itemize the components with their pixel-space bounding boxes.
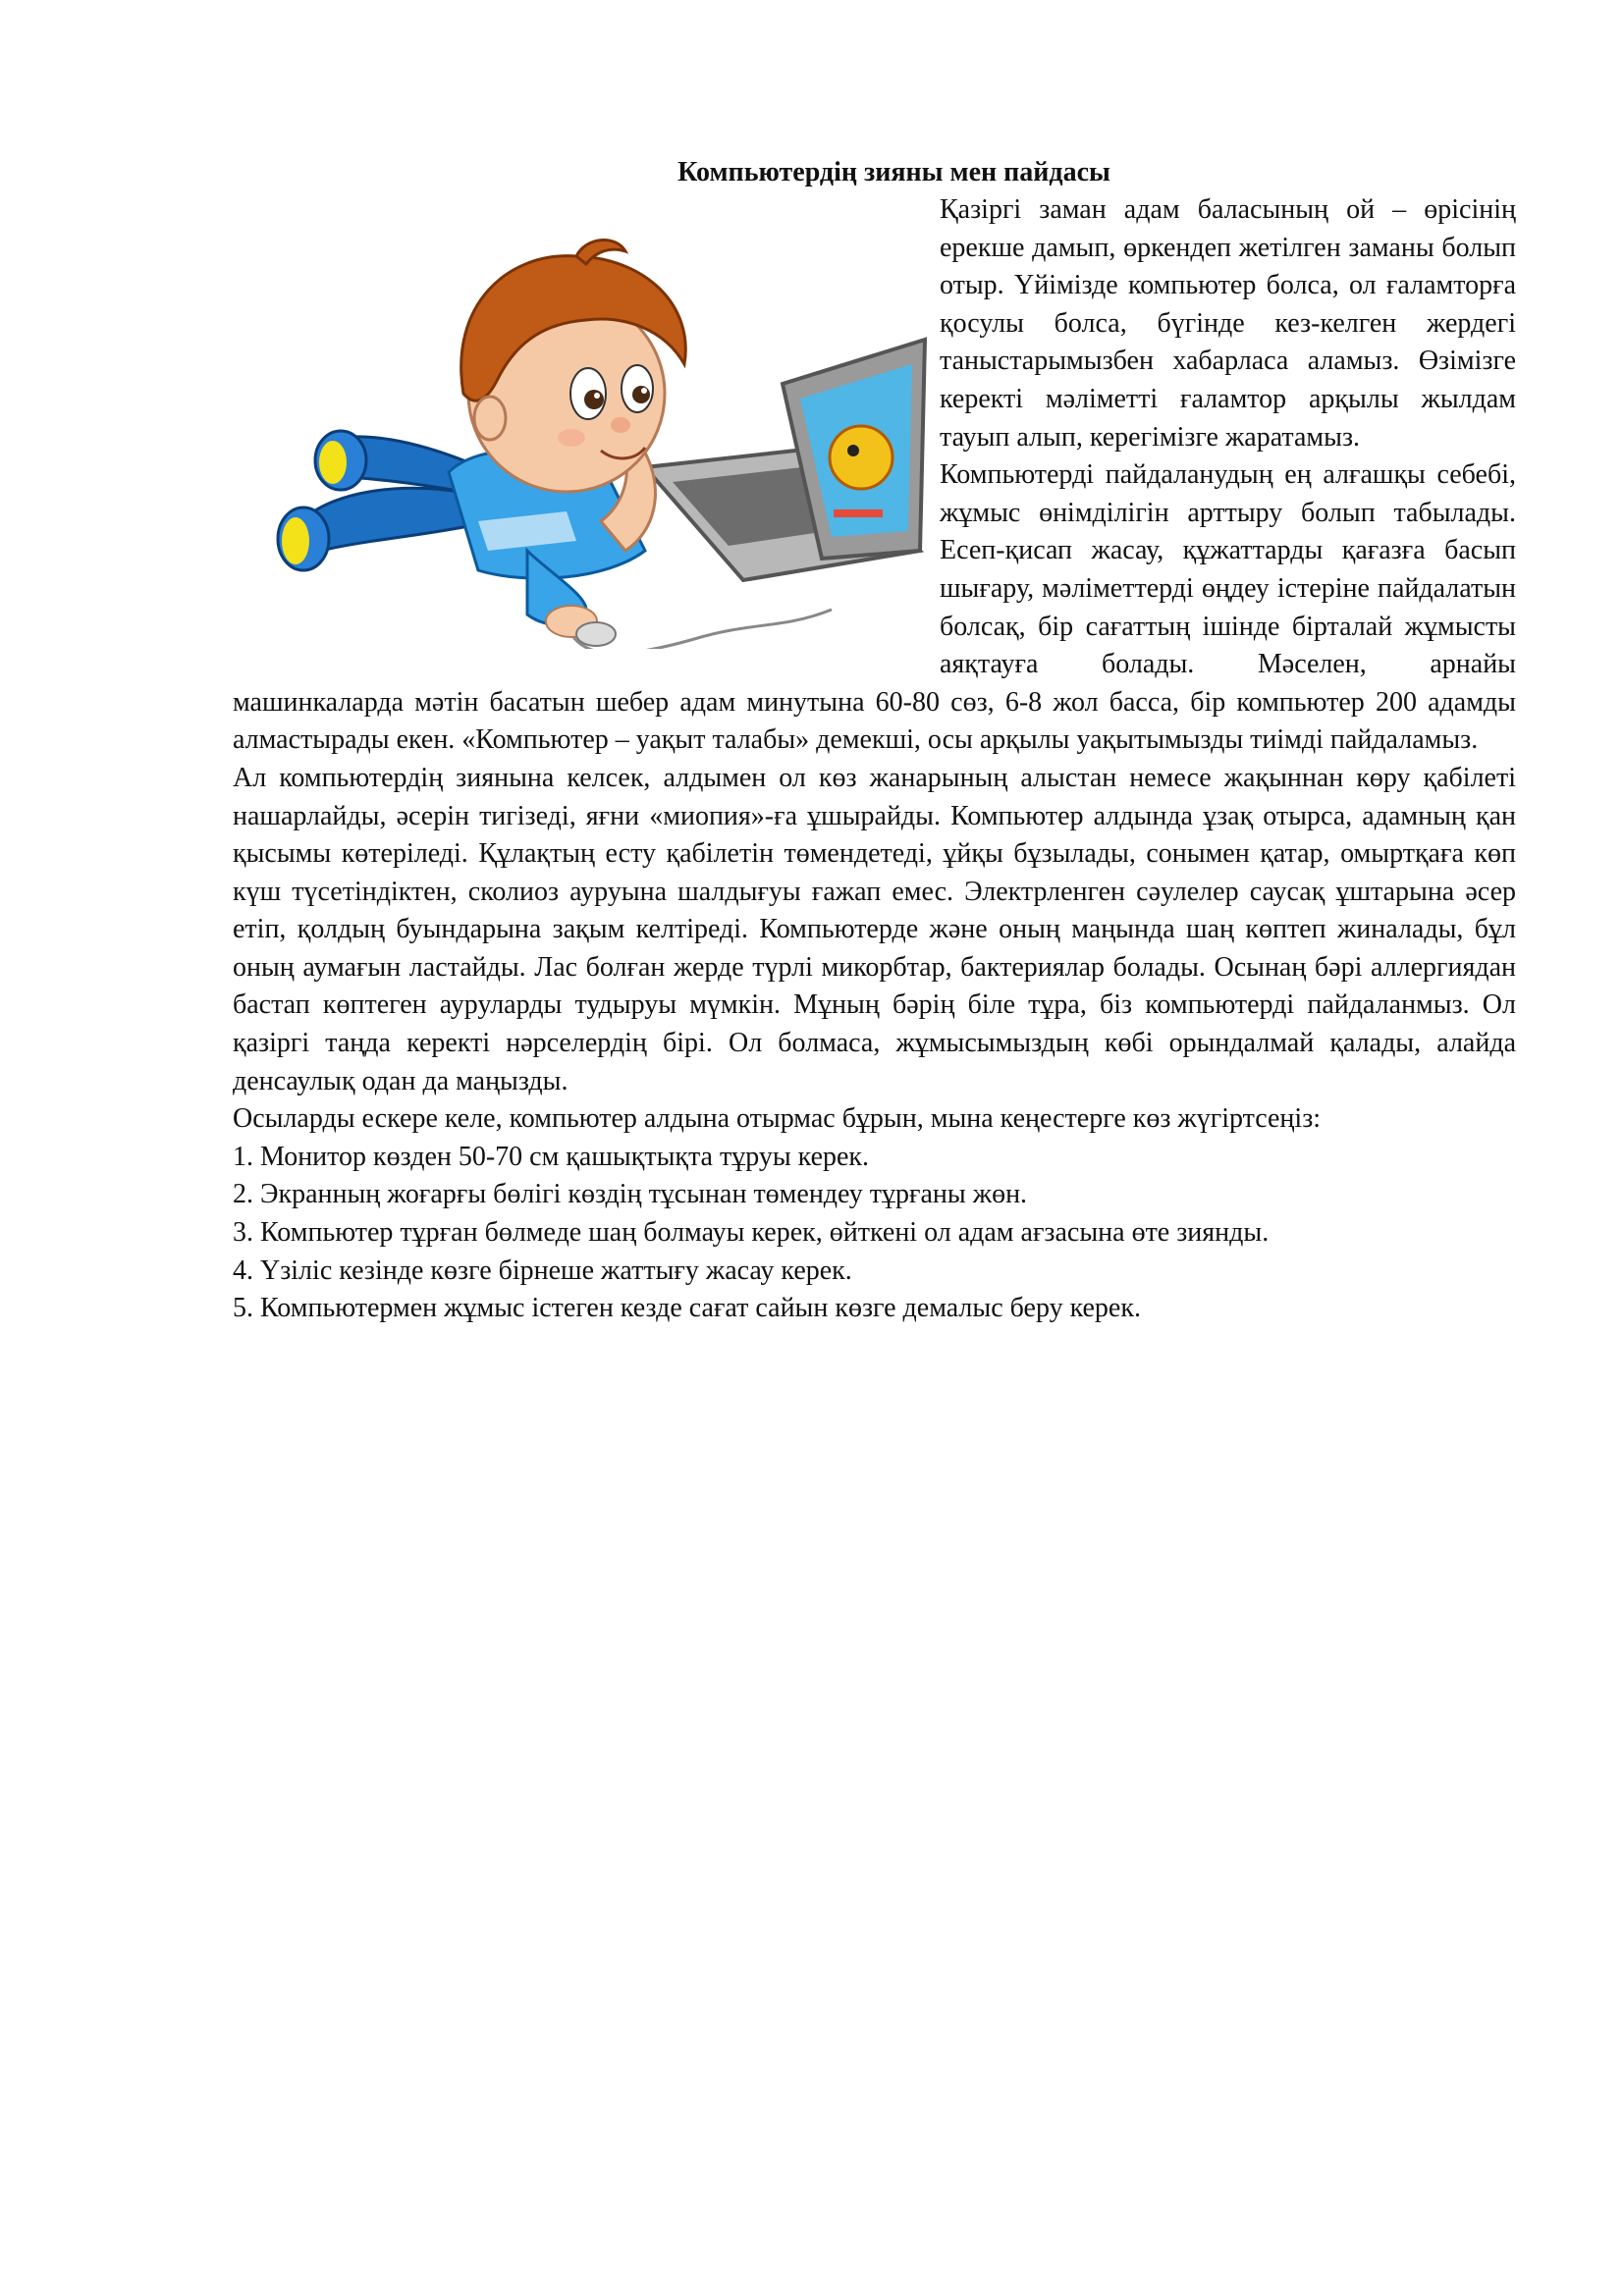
tips-list: [233, 1139, 1516, 1328]
tip-item: 1. Монитор көзден 50-70 см қашықтықта тұруы керек.: [233, 1141, 870, 1172]
harm-paragraph: Ал компьютердің зиянына келсек, алдымен ол көз жанарының алыстан немесе жақыннан көру қабілеті нашарлайды, әсерін тигізеді, яғни «миопия»-ға ұшырайды. Компьютер алдында ұзақ отырса, адамның қан қысымы көтеріледі. Құлақтың есту қабілетін төмендетеді, ұйқы бұзылады, сонымен қатар, омыртқаға көп күш түсетіндіктен, сколиоз ауруына шалдығуы ғажап емес. Электрленген сәулелер саусақ ұштарына әсер етіп, қолдың буындарына зақым келтіреді. Компьютерде және оның маңында шаң көптеп жиналады, бұл оның аумағын ластайды. Лас болған жерде түрлі микорбтар, бактериялар болады. Осынаң бәрі аллергиядан бастап көптеген ауруларды тудыруы мүмкін. Мұның бәрің біле тұра, біз компьютерді пайдаланмыз. Ол қазіргі таңда керекті нәрселердің бірі. Ол болмаса, жұмысымыздың көбі орындалмай қалады, алайда денсаулық одан да маңызды.: [233, 762, 1516, 1096]
intro-paragraph: Қазіргі заман адам баласының ой – өрісінің ерекше дамып, өркендеп жетілген заманы болып отыр. Үйімізде компьютер болса, ол ғаламторға қосулы болса, бүгінде кез-келген жердегі таныстарымызбен хабарласа аламыз. Өзімізге керекті мәліметті ғаламтор арқылы жылдам тауып алып, керегімізге жаратамыз.: [940, 194, 1516, 453]
tip-item: 4. Үзіліс кезінде көзге бірнеше жаттығу жасау керек.: [233, 1255, 852, 1286]
benefits-paragraph: Компьютерді пайдаланудың ең алғашқы себебі, жұмыс өнімділігін арттыру болып табылады. Есеп-қисап жасау, құжаттарды қағазға басып шығару, мәліметтерді өңдеу істеріне пайдалатын болсақ, бір сағаттың ішінде бірталай жұмысты аяқтауға болады. Мәселен, арнайы машинкаларда мәтін басатын шебер адам минутына 60-80 сөз, 6-8 жол басса, бір компьютер 200 адамды алмастырады екен. «Компьютер – уақыт талабы» демекші, осы арқылы уақытымызды тиімді пайдаламыз.: [233, 459, 1516, 756]
tip-item: 5. Компьютермен жұмыс істеген кезде сағат сайын көзге демалыс беру керек.: [233, 1293, 1141, 1324]
boy-with-laptop-illustration: [233, 197, 940, 649]
tip-item: 2. Экранның жоғарғы бөлігі көздің тұсынан төмендеу тұрғаны жөн.: [233, 1179, 1028, 1210]
document-title: Компьютердің зияны мен пайдасы: [677, 157, 1110, 187]
tip-item: 3. Компьютер тұрған бөлмеде шаң болмауы керек, өйткені ол адам ағзасына өте зиянды.: [233, 1217, 1270, 1249]
document-body: [233, 154, 1516, 1328]
advice-intro-paragraph: Осыларды ескере келе, компьютер алдына отырмас бұрын, мына кеңестерге көз жүгіртсеңіз:: [233, 1103, 1322, 1135]
